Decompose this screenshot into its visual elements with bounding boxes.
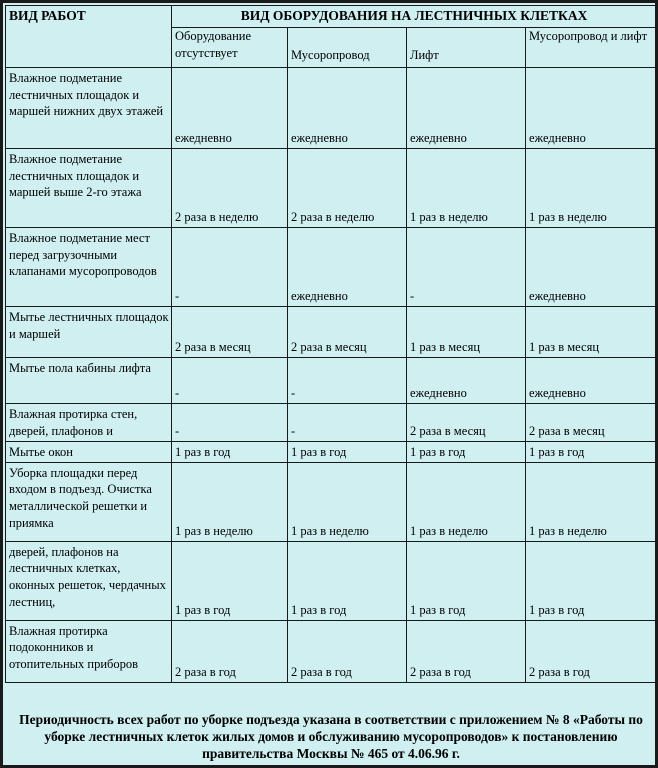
frequency-cell: 2 раза в год (288, 620, 407, 682)
frequency-cell: 2 раза в неделю (288, 149, 407, 228)
frequency-cell: ежедневно (288, 228, 407, 307)
table-row (6, 149, 656, 228)
table-row (6, 541, 656, 620)
frequency-cell: ежедневно (172, 68, 288, 149)
frequency-cell: - (288, 358, 407, 404)
frequency-cell: 1 раз в неделю (526, 462, 656, 541)
frequency-cell: 1 раз в год (407, 442, 526, 463)
column-header: Лифт (407, 28, 526, 68)
footnote: Периодичность всех работ по уборке подъезда указана в соответствии с приложением № 8 «Работы по уборке лестничных клеток жилых домов и обслуживанию мусоропроводов» к постановлению правительства Москвы № 465 от 4.06.96 г. (19, 712, 643, 762)
frequency-cell: 2 раза в месяц (288, 307, 407, 358)
work-description-cell: Мытье пола кабины лифта (6, 358, 172, 404)
frequency-cell: 1 раз в месяц (407, 307, 526, 358)
frequency-cell: 1 раз в неделю (407, 149, 526, 228)
table-row (6, 307, 656, 358)
frequency-cell: 2 раза в месяц (407, 404, 526, 442)
frequency-cell: 1 раз в год (526, 442, 656, 463)
frequency-cell: ежедневно (407, 68, 526, 149)
frequency-cell: 1 раз в неделю (288, 462, 407, 541)
frequency-cell: ежедневно (526, 358, 656, 404)
frequency-cell: 1 раз в неделю (526, 149, 656, 228)
table-row (6, 404, 656, 442)
frequency-cell: - (172, 228, 288, 307)
frequency-cell: 1 раз в месяц (526, 307, 656, 358)
frequency-cell: 2 раза в год (172, 620, 288, 682)
work-type-header: ВИД РАБОТ (6, 6, 172, 68)
table-row (6, 228, 656, 307)
frequency-cell: - (172, 404, 288, 442)
work-description-cell: Влажная протирка стен, дверей, плафонов и (6, 404, 172, 442)
frequency-cell: - (172, 358, 288, 404)
frequency-cell: 1 раз в год (172, 442, 288, 463)
work-description-cell: Влажное подметание мест перед загрузочными клапанами мусоропроводов (6, 228, 172, 307)
equipment-type-header: ВИД ОБОРУДОВАНИЯ НА ЛЕСТНИЧНЫХ КЛЕТКАХ (172, 6, 656, 28)
work-description-cell: Влажная протирка подоконников и отопительных приборов (6, 620, 172, 682)
frequency-cell: 1 раз в год (407, 541, 526, 620)
work-description-cell: Влажное подметание лестничных площадок и маршей выше 2-го этажа (6, 149, 172, 228)
frequency-cell: ежедневно (526, 228, 656, 307)
frequency-cell: 1 раз в год (172, 541, 288, 620)
frequency-cell: - (407, 228, 526, 307)
frequency-cell: ежедневно (407, 358, 526, 404)
frequency-cell: 2 раза в месяц (172, 307, 288, 358)
frequency-cell: - (288, 404, 407, 442)
cleaning-schedule-table (5, 5, 656, 683)
frequency-cell: ежедневно (526, 68, 656, 149)
column-header: Оборудование отсутствует (172, 28, 288, 68)
frequency-cell: ежедневно (288, 68, 407, 149)
frequency-cell: 1 раз в год (288, 541, 407, 620)
table-row (6, 442, 656, 463)
work-description-cell: дверей, плафонов на лестничных клетках, оконных решеток, чердачных лестниц, (6, 541, 172, 620)
frequency-cell: 2 раза в неделю (172, 149, 288, 228)
table-row (6, 462, 656, 541)
column-header: Мусоропровод (288, 28, 407, 68)
frequency-cell: 2 раза в год (526, 620, 656, 682)
work-description-cell: Мытье окон (6, 442, 172, 463)
work-description-cell: Уборка площадки перед входом в подъезд. Очистка металлической решетки и приямка (6, 462, 172, 541)
frequency-cell: 2 раза в месяц (526, 404, 656, 442)
table-row (6, 68, 656, 149)
frequency-cell: 1 раз в неделю (172, 462, 288, 541)
table-row (6, 358, 656, 404)
column-header: Мусоропровод и лифт (526, 28, 656, 68)
frequency-cell: 1 раз в год (288, 442, 407, 463)
work-description-cell: Мытье лестничных площадок и маршей (6, 307, 172, 358)
frequency-cell: 1 раз в год (526, 541, 656, 620)
frequency-cell: 1 раз в неделю (407, 462, 526, 541)
frequency-cell: 2 раза в год (407, 620, 526, 682)
work-description-cell: Влажное подметание лестничных площадок и маршей нижних двух этажей (6, 68, 172, 149)
table-row (6, 620, 656, 682)
